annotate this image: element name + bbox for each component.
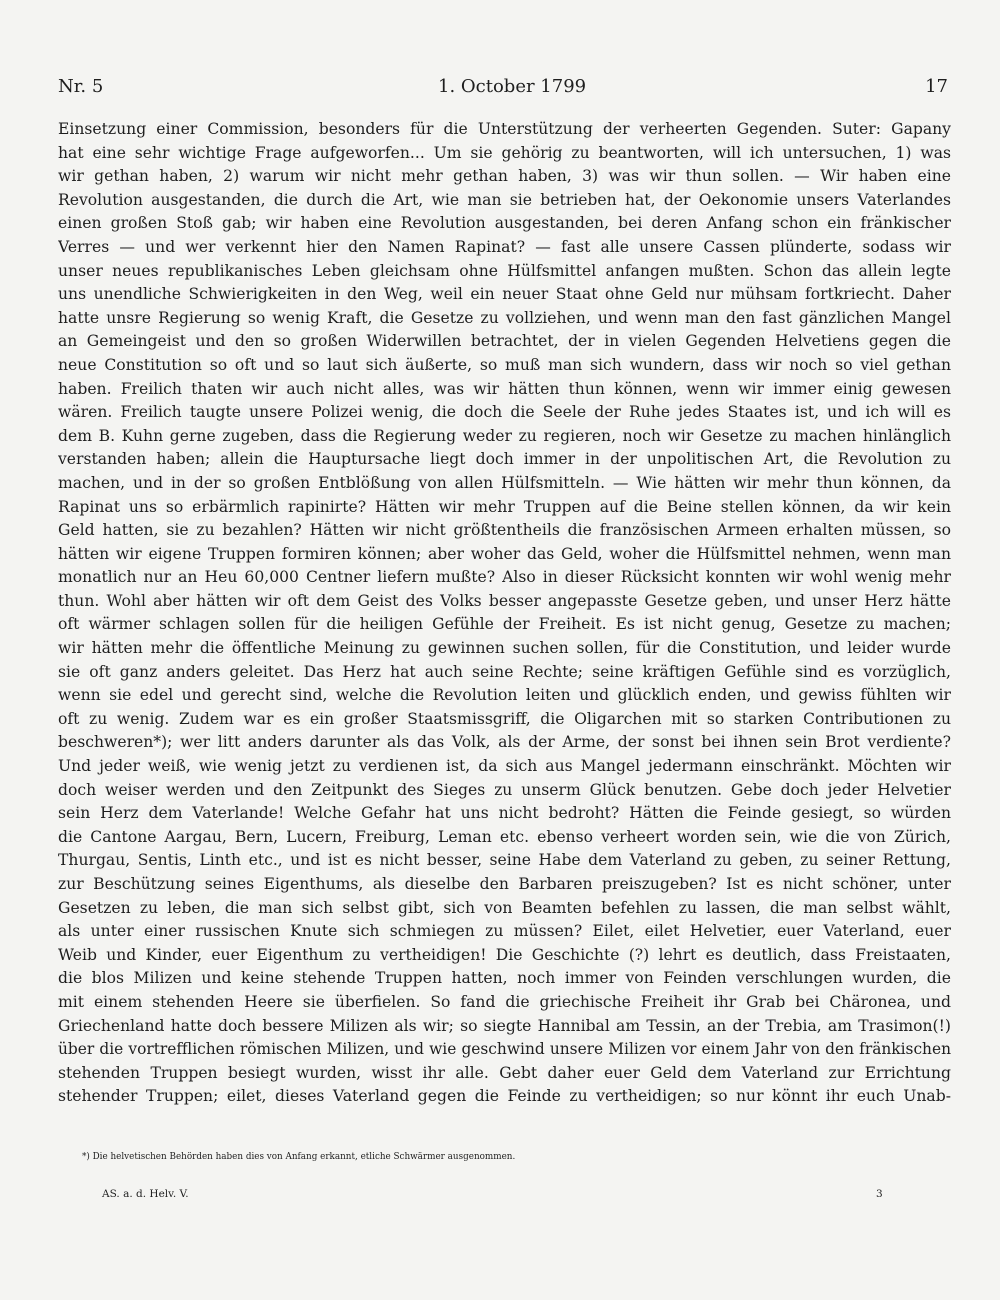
text-line: neue Constitution so oft und so laut sich äußerte, so muß man sich wundern, dass wir noch so viel gethan [58,355,951,374]
text-line: Geld hatten, sie zu bezahlen? Hätten wir nicht größtentheils die französischen Armeen erhalten müssen, so [58,521,951,540]
text-line: machen, und in der so großen Entblößung von allen Hülfsmitteln. — Wie hätten wir mehr thun können, da [58,473,951,492]
header-date: 1. October 1799 [438,76,587,97]
text-line: monatlich nur an Heu 60,000 Centner liefern mußte? Also in dieser Rücksicht konnten wir wohl wenig mehr [58,568,951,587]
text-line: beschweren*); wer litt anders darunter als das Volk, als der Arme, der sonst bei ihnen sein Brot verdiente? [58,733,951,752]
text-line: oft zu wenig. Zudem war es ein großer Staatsmissgriff, die Oligarchen mit so starken Contributionen zu [58,709,951,728]
text-line: Thurgau, Sentis, Linth etc., und ist es nicht besser, seine Habe dem Vaterland zu geben, zu seiner Rettung, [58,851,951,870]
text-line: einen großen Stoß gab; wir haben eine Revolution ausgestanden, bei deren Anfang schon ein fränkischer [58,214,951,233]
text-line: an Gemeingeist und den so großen Widerwillen betrachtet, der in vielen Gegenden Helvetiens gegen die [58,332,951,351]
text-line: über die vortrefflichen römischen Milizen, und wie geschwind unsere Milizen vor einem Jahr von den fränkischen [58,1040,951,1059]
text-line: als unter einer russischen Knute sich schmiegen zu müssen? Eilet, eilet Helvetier, euer Vaterland, euer [58,922,951,941]
text-line: wären. Freilich taugte unsere Polizei wenig, die doch die Seele der Ruhe jedes Staates ist, und ich will es [58,403,951,422]
text-line: Revolution ausgestanden, die durch die Art, wie man sie betrieben hat, der Oekonomie unsers Vaterlandes [58,190,951,209]
text-line: haben. Freilich thaten wir auch nicht alles, was wir hätten thun können, wenn wir immer einig gewesen [58,379,951,398]
text-line: hatte unsre Regierung so wenig Kraft, die Gesetze zu vollziehen, und wenn man den fast gänzlichen Mangel [58,308,951,327]
text-line: Rapinat uns so erbärmlich rapinirte? Hätten wir mehr Truppen auf die Beine stellen können, da wir kein [58,497,951,516]
text-line: sie oft ganz anders geleitet. Das Herz hat auch seine Rechte; seine kräftigen Gefühle sind es vorzüglich, [58,662,951,681]
text-line: wenn sie edel und gerecht sind, welche die Revolution leiten und glücklich enden, und gewiss fühlten wir [58,686,951,705]
text-line: Einsetzung einer Commission, besonders für die Unterstützung der verheerten Gegenden. Suter: Gapany [58,120,951,138]
text-line: dem B. Kuhn gerne zugeben, dass die Regierung weder zu regieren, noch wir Gesetze zu machen hinlänglich [58,426,951,445]
text-line: die Cantone Aargau, Bern, Lucern, Freiburg, Leman etc. ebenso verheert worden sein, wie die von Zürich, [58,827,951,846]
text-line: Und jeder weiß, wie wenig jetzt zu verdienen ist, da sich aus Mangel jedermann einschränkt. Möchten wir [58,757,951,776]
text-line: thun. Wohl aber hätten wir oft dem Geist des Volks besser angepasste Gesetze geben, und unser Herz hätte [58,591,951,610]
text-line: stehenden Truppen besiegt wurden, wisst ihr alle. Gebt daher euer Geld dem Vaterland zur Errichtung [58,1063,951,1082]
text-line: zur Beschützung seines Eigenthums, als dieselbe den Barbaren preiszugeben? Ist es nicht schöner, unter [58,875,951,893]
text-line: doch weiser werden und den Zeitpunkt des Sieges zu unserm Glück benutzen. Gebe doch jeder Helvetier [58,780,951,799]
text-line: Weib und Kinder, euer Eigenthum zu vertheidigen! Die Geschichte (?) lehrt es deutlich, dass Freistaaten, [58,945,951,964]
footnote: *) Die helvetischen Behörden haben dies von Anfang erkannt, etliche Schwärmer ausgenommen. [82,1152,516,1162]
text-line: Griechenland hatte doch bessere Milizen als wir; so siegte Hannibal am Tessin, an der Trebia, am Trasimon(!) [58,1016,951,1035]
text-line: uns unendliche Schwierigkeiten in den Weg, weil ein neuer Staat ohne Geld nur mühsam fortkriecht. Daher [58,285,951,304]
text-line: wir gethan haben, 2) warum wir nicht mehr gethan haben, 3) was wir thun sollen. — Wir haben eine [58,167,951,186]
text-line: verstanden haben; allein die Hauptursache liegt doch immer in der unpolitischen Art, die Revolution zu [58,450,951,469]
text-line: hat eine sehr wichtige Frage aufgeworfen... Um sie gehörig zu beantworten, will ich untersuchen, 1) was [58,143,951,162]
text-line: stehender Truppen; eilet, dieses Vaterland gegen die Feinde zu vertheidigen; so nur könnt ihr euch Unab- [58,1087,951,1106]
text-line: Gesetzen zu leben, die man sich selbst gibt, sich von Beamten befehlen zu lassen, die man selbst wählt, [58,898,951,917]
running-header [58,76,948,106]
body-text [58,118,951,1109]
text-line: oft wärmer schlagen sollen für die heiligen Gefühle der Freiheit. Es ist nicht genug, Gesetze zu machen; [58,615,951,634]
signature-mark-left: AS. a. d. Helv. V. [102,1188,189,1200]
page-number: 17 [925,76,948,97]
text-line: Verres — und wer verkennt hier den Namen Rapinat? — fast alle unsere Cassen plünderte, sodass wir [58,237,951,256]
text-line: wir hätten mehr die öffentliche Meinung zu gewinnen suchen sollen, für die Constitution, und leider wurde [58,639,951,658]
issue-number: Nr. 5 [58,76,104,97]
text-line: die blos Milizen und keine stehende Truppen hatten, noch immer von Feinden verschlungen wurden, die [58,969,951,988]
text-line: unser neues republikanisches Leben gleichsam ohne Hülfsmittel anfangen mußten. Schon das allein legte [58,261,951,280]
text-line: hätten wir eigene Truppen formiren können; aber woher das Geld, woher die Hülfsmittel nehmen, wenn man [58,544,951,563]
text-line: mit einem stehenden Heere sie überfielen. So fand die griechische Freiheit ihr Grab bei Chäronea, und [58,992,951,1011]
text-line: sein Herz dem Vaterlande! Welche Gefahr hat uns nicht bedroht? Hätten die Feinde gesiegt, so würden [58,804,951,823]
footnote-block [82,1152,952,1162]
signature-mark-right: 3 [876,1188,883,1200]
